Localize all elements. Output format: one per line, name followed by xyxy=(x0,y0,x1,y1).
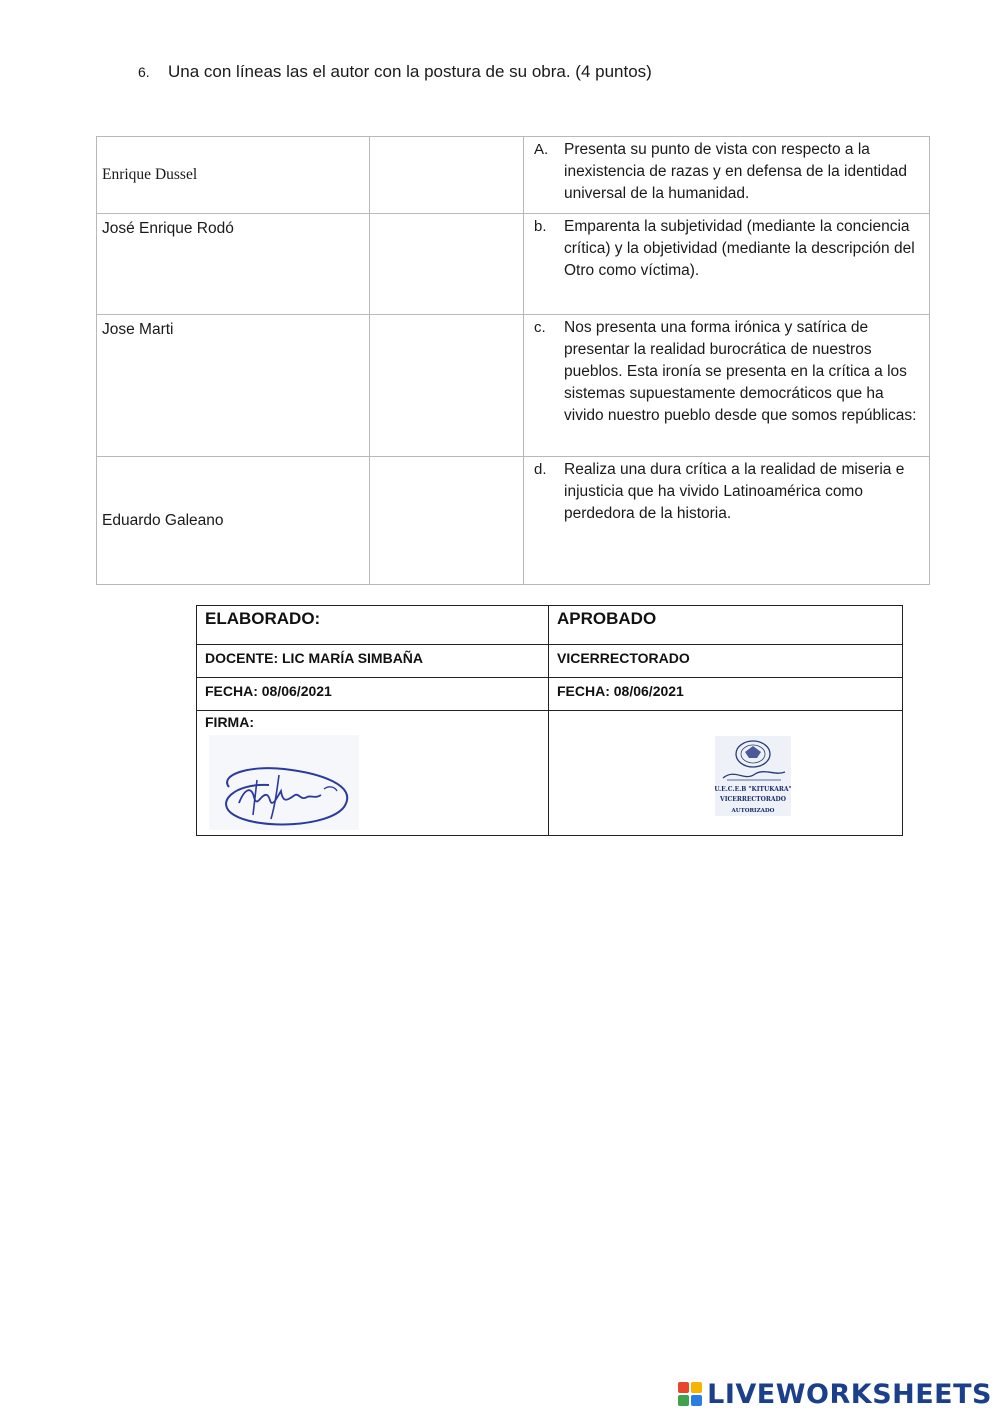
seal-line-3: AUTORIZADO xyxy=(731,808,775,814)
firma-cell xyxy=(197,711,549,836)
option-letter: b. xyxy=(534,218,547,235)
option-text: Nos presenta una forma irónica y satírica de presentar la realidad burocrática de nuestros pueblos. Esta ironía se presenta en la crítica a los sistemas supuestamente democráticos que ha vivido nuestro pueblo desde que somos repúblicas: xyxy=(564,319,917,424)
institution-seal xyxy=(715,736,791,816)
seal-line-1: U.E.C.E.B "KITUKARA" xyxy=(715,786,791,793)
watermark-text: LIVEWORKSHEETS xyxy=(707,1378,992,1410)
match-row xyxy=(97,457,930,585)
question-text: Una con líneas las el autor con la postura de su obra. (4 puntos) xyxy=(168,62,652,81)
fecha-aprobado: FECHA: 08/06/2021 xyxy=(549,678,903,711)
elaborado-label: ELABORADO: xyxy=(197,606,549,645)
author-cell: Jose Marti xyxy=(97,315,370,457)
answer-blank-cell[interactable] xyxy=(370,457,524,585)
liveworksheets-watermark xyxy=(677,1376,992,1412)
logo-square xyxy=(678,1395,689,1406)
match-row xyxy=(97,214,930,315)
option-letter: A. xyxy=(534,141,549,158)
handwritten-signature xyxy=(209,735,359,830)
liveworksheets-logo-icon xyxy=(677,1381,703,1407)
matching-table xyxy=(96,136,930,585)
docente-label: DOCENTE: LIC MARÍA SIMBAÑA xyxy=(197,645,549,678)
author-cell: José Enrique Rodó xyxy=(97,214,370,315)
vicerrectorado-label: VICERRECTORADO xyxy=(549,645,903,678)
author-cell: Enrique Dussel xyxy=(97,137,370,214)
description-cell xyxy=(524,214,930,315)
description-cell xyxy=(524,315,930,457)
fecha-elaborado: FECHA: 08/06/2021 xyxy=(197,678,549,711)
seal-cell xyxy=(549,711,903,836)
option-letter: c. xyxy=(534,319,546,336)
question-number: 6. xyxy=(138,64,150,80)
description-cell xyxy=(524,137,930,214)
question-heading xyxy=(138,62,652,82)
author-cell: Eduardo Galeano xyxy=(97,457,370,585)
firma-label: FIRMA: xyxy=(205,714,254,730)
option-text: Realiza una dura crítica a la realidad de miseria e injusticia que ha vivido Latinoamérica como perdedora de la historia. xyxy=(564,461,905,522)
description-cell xyxy=(524,457,930,585)
answer-blank-cell[interactable] xyxy=(370,137,524,214)
logo-square xyxy=(678,1382,689,1393)
option-letter: d. xyxy=(534,461,547,478)
aprobado-label: APROBADO xyxy=(549,606,903,645)
seal-line-2: VICERRECTORADO xyxy=(720,796,786,803)
logo-square xyxy=(691,1382,702,1393)
approval-table xyxy=(196,605,903,836)
option-text: Emparenta la subjetividad (mediante la conciencia crítica) y la objetividad (mediante la descripción del Otro como víctima). xyxy=(564,218,915,279)
option-text: Presenta su punto de vista con respecto a la inexistencia de razas y en defensa de la identidad universal de la humanidad. xyxy=(564,141,907,202)
match-row xyxy=(97,137,930,214)
match-row xyxy=(97,315,930,457)
answer-blank-cell[interactable] xyxy=(370,315,524,457)
logo-square xyxy=(691,1395,702,1406)
answer-blank-cell[interactable] xyxy=(370,214,524,315)
